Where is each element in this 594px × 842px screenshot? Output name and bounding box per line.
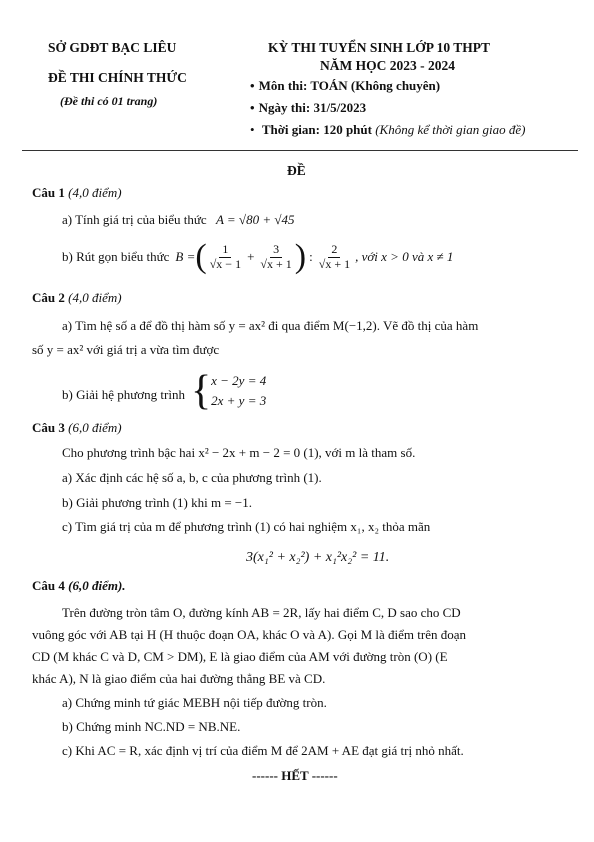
q1-plus: +: [247, 249, 255, 264]
q4-a: a) Chứng minh tứ giác MEBH nội tiếp đường tròn.: [62, 695, 327, 710]
system-eq-2: 2x + y = 3: [211, 393, 267, 408]
q1-b: [62, 240, 453, 274]
q4-line-1: Trên đường tròn tâm O, đường kính AB = 2R, lấy hai điểm C, D sao cho CD: [62, 605, 461, 620]
frac1-num: 1: [219, 243, 231, 257]
q3-intro: Cho phương trình bậc hai x² − 2x + m − 2 = 0 (1), với m là tham số.: [62, 445, 416, 460]
org-name: SỞ GDĐT BẠC LIÊU: [48, 40, 177, 55]
q3-c-equation: 3(x₁² + x₂²) + x₁²x₂² = 11.: [246, 550, 390, 565]
system-brace: {: [190, 368, 212, 414]
q1-frac-3: [316, 243, 353, 270]
q2-label: Câu 2: [32, 290, 65, 305]
q1-a: [62, 212, 294, 228]
q1-b-var: B =: [175, 249, 196, 264]
time-label: Thời gian: 120 phút: [261, 122, 372, 137]
q1-b-cond: , với x > 0 và x ≠ 1: [355, 249, 454, 264]
q1-heading: [32, 185, 122, 201]
q3-a: a) Xác định các hệ số a, b, c của phương trình (1).: [62, 470, 322, 485]
paren-close: ): [294, 238, 307, 275]
q1-label: Câu 1: [32, 185, 65, 200]
q4-line-4: khác A), N là giao điểm của hai đường thẳng BE và CD.: [32, 671, 326, 686]
frac3-num: 2: [328, 243, 340, 257]
q2-points: (4,0 điểm): [68, 290, 122, 305]
official-label: ĐỀ THI CHÍNH THỨC: [48, 70, 187, 85]
school-year: NĂM HỌC 2023 - 2024: [320, 58, 455, 73]
q1-colon: :: [309, 249, 313, 264]
q1-b-text: b) Rút gọn biểu thức: [62, 249, 170, 264]
date-line: • Ngày thi: 31/5/2023: [250, 100, 366, 116]
equation-system: [211, 371, 266, 411]
time-note: (Không kể thời gian giao đề): [375, 122, 526, 137]
q1-a-text: a) Tính giá trị của biểu thức: [62, 212, 207, 227]
frac1-den: √x − 1: [209, 256, 242, 271]
q1-a-expr: A = √80 + √45: [215, 212, 295, 227]
q3-c: c) Tìm giá trị của m để phương trình (1) có hai nghiệm x₁, x₂ thỏa mãn: [62, 519, 431, 534]
q3-b: b) Giải phương trình (1) khi m = −1.: [62, 495, 252, 510]
q3-points: (6,0 điểm): [68, 420, 122, 435]
q2-a-line1: a) Tìm hệ số a để đồ thị hàm số y = ax² đi qua điểm M(−1,2). Vẽ đồ thị của hàm: [62, 318, 479, 333]
end-marker: ------ HẾT ------: [252, 768, 338, 783]
frac2-num: 3: [270, 243, 282, 257]
system-eq-1: x − 2y = 4: [211, 373, 267, 388]
q4-b: b) Chứng minh NC.ND = NB.NE.: [62, 719, 241, 734]
frac3-den: √x + 1: [318, 256, 351, 271]
paren-open: (: [195, 238, 207, 275]
q1-frac-1: [207, 243, 244, 270]
header-rule: [22, 150, 578, 151]
q2-b-text: b) Giải hệ phương trình: [62, 387, 185, 402]
frac2-den: √x + 1: [260, 256, 292, 271]
q3-heading: [32, 420, 122, 436]
q1-frac-2: [257, 243, 294, 270]
subject-line: • Môn thi: TOÁN (Không chuyên): [250, 78, 440, 94]
q2-a-line2: số y = ax² với giá trị a vừa tìm được: [32, 342, 220, 357]
section-title: ĐỀ: [287, 163, 306, 178]
q4-line-2: vuông góc với AB tại H (H thuộc đoạn OA, khác O và A). Gọi M là điểm trên đoạn: [32, 627, 466, 642]
q4-heading: [32, 578, 126, 594]
q4-c: c) Khi AC = R, xác định vị trí của điểm M để 2AM + AE đạt giá trị nhỏ nhất.: [62, 743, 464, 758]
q1-points: (4,0 điểm): [68, 185, 122, 200]
page-note: (Đề thi có 01 trang): [60, 94, 158, 108]
q3-label: Câu 3: [32, 420, 65, 435]
q4-line-3: CD (M khác C và D, CM > DM), E là giao điểm của AM với đường tròn (O) (E: [32, 649, 448, 664]
q4-points: (6,0 điểm).: [68, 578, 126, 593]
q2-b: [62, 370, 266, 412]
exam-title: KỲ THI TUYỂN SINH LỚP 10 THPT: [268, 40, 491, 55]
q2-heading: [32, 290, 122, 306]
q4-label: Câu 4: [32, 578, 65, 593]
time-line: [250, 122, 526, 138]
